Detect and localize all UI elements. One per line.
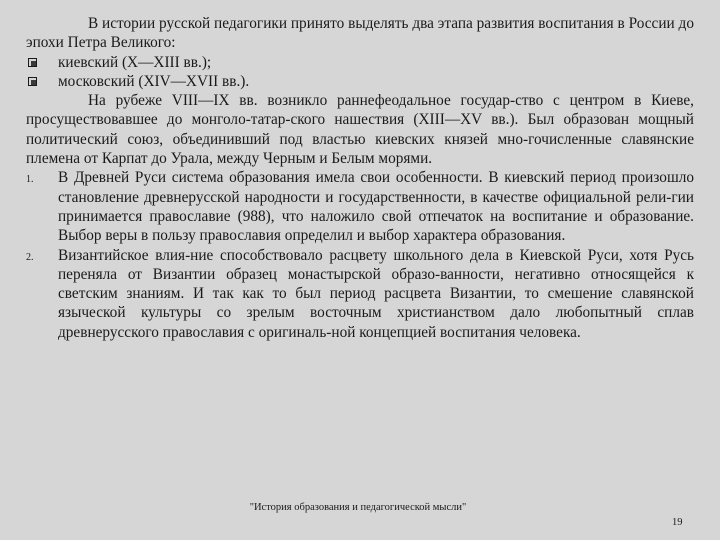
stage-label: киевский (X—XIII вв.);: [58, 53, 212, 71]
stage-item: [26, 72, 694, 91]
footer-title: "История образования и педагогической мысли": [249, 502, 467, 513]
stage-item: [26, 53, 694, 72]
checkbox-bullet-icon: [28, 77, 37, 86]
checkbox-bullet-icon: [28, 58, 37, 67]
intro-paragraph: В истории русской педагогики принято выделять два этапа развития воспитания в России до эпохи Петра Великого:: [26, 15, 694, 52]
stage-label: московский (XIV—XVII вв.).: [58, 72, 250, 90]
item-number: 1.: [26, 174, 34, 186]
item-text: В Древней Руси система образования имела свои особенности. В киевский период произошло становление древнерусской народности и государственности, в качестве официальной рели-гии принимается православие (988), что наложило свой отпечаток на воспитание и образование. Выбор веры в пользу православия определил и выбор характера образования.: [58, 169, 694, 245]
page-number: 19: [672, 517, 683, 528]
item-number: 2.: [26, 251, 34, 263]
numbered-item: [26, 168, 694, 245]
numbered-item: [26, 246, 694, 342]
item-text: Византийское влия-ние способствовало расцвету школьного дела в Киевской Руси, хотя Русь переняла от Византии образец монастырской образо-ванности, негативно относящейся к светским знаниям. И так как то был период расцвета Византии, то смешение славянской языческой культуры со зрелым восточным христианством дало любопытный сплав древнерусского православия с оригиналь-ной концепцией воспитания человека.: [58, 246, 694, 341]
slide-text: [26, 14, 694, 342]
kiev-paragraph: На рубеже VIII—IX вв. возникло раннефеодальное государ-ство с центром в Киеве, просуществовавшее до монголо-татар-ского нашествия (XIII—XV вв.). Был образован мощный политический союз, объединивший под властью киевских князей мно-гочисленные славянские племена от Карпат до Урала, между Черным и Белым морями.: [26, 92, 694, 168]
